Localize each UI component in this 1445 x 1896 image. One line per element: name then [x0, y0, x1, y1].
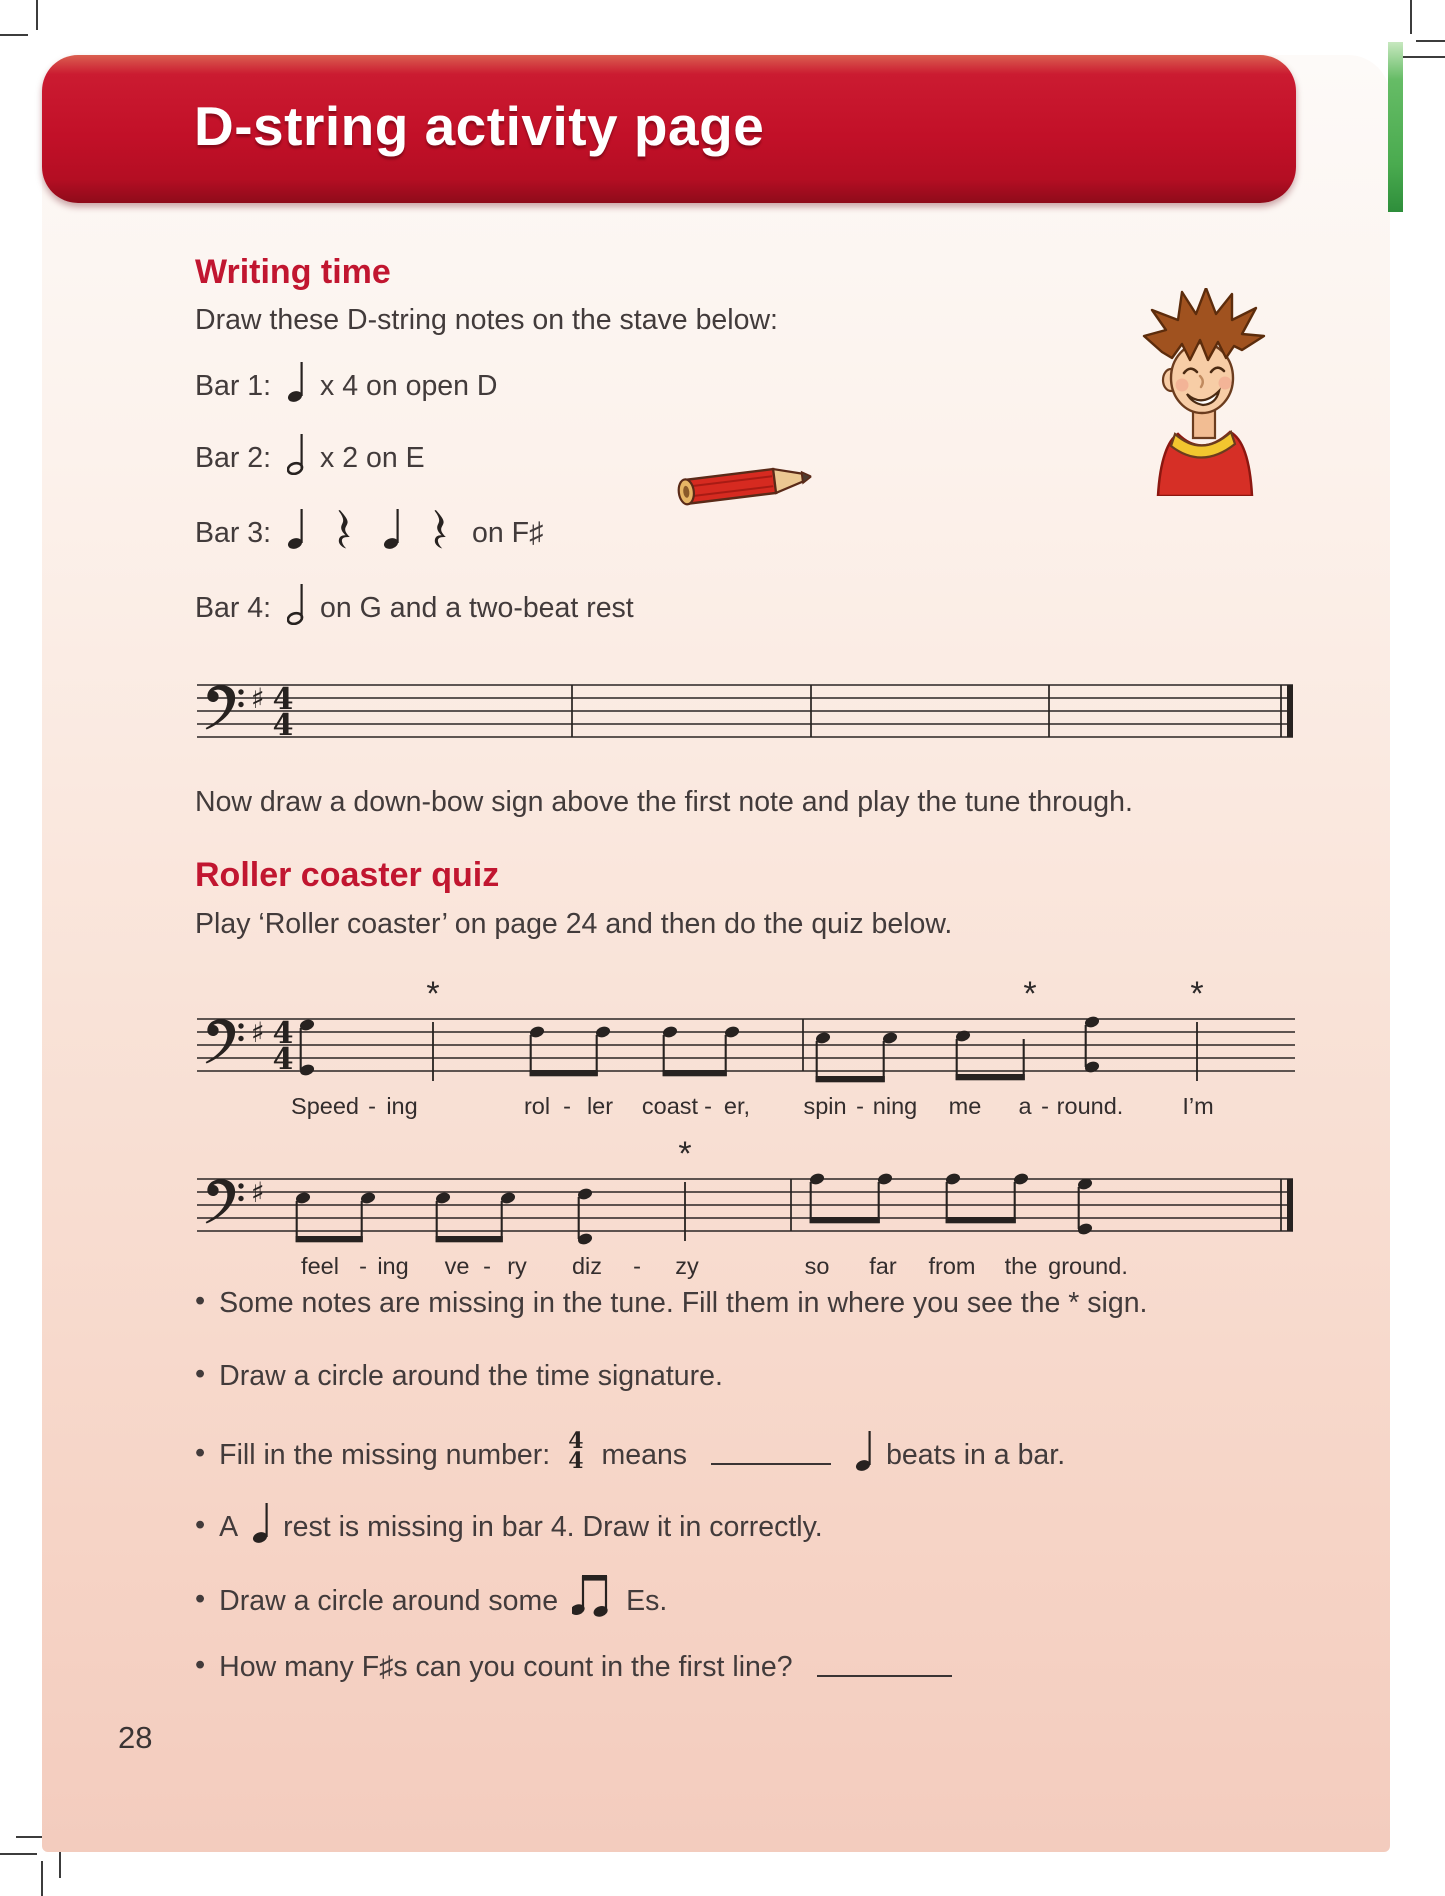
stave-notation [195, 974, 1305, 1139]
stave-notation [195, 1134, 1305, 1299]
bullet-text: A [219, 1511, 239, 1543]
lyric-syllable: - [704, 1093, 712, 1119]
lyric-syllable: from [928, 1253, 976, 1279]
crop-mark [1416, 40, 1445, 42]
key-signature-sharp-icon: ♯ [251, 682, 265, 715]
answer-blank [711, 1453, 831, 1465]
answer-blank [817, 1665, 952, 1677]
missing-note-star: * [678, 1135, 692, 1173]
crop-mark [0, 34, 28, 36]
bullet-text: Draw a circle around some [219, 1585, 559, 1617]
svg-text:4: 4 [272, 1016, 294, 1051]
page-edge-tab [1388, 42, 1403, 212]
bullet-icon: • [195, 1358, 206, 1390]
stave-notation [195, 672, 1305, 752]
bar-instruction-row [195, 359, 498, 403]
lyric-syllable: rol [523, 1093, 551, 1119]
bullet-text: Some notes are missing in the tune. Fill them in where you see the * sign. [219, 1287, 1148, 1319]
lyric-syllable: - [483, 1253, 491, 1279]
quiz-bullet-item [195, 1358, 723, 1393]
bar-description: x 4 on open D [320, 370, 498, 402]
bullet-text: Fill in the missing number: [219, 1439, 551, 1471]
bullet-text: means [601, 1439, 688, 1471]
bar-instruction-row [195, 581, 634, 625]
missing-note-star: * [426, 975, 440, 1013]
bar-label: Bar 3: [195, 517, 272, 549]
crop-mark [59, 1848, 61, 1878]
crop-mark [1396, 56, 1445, 58]
time-signature-4-4: 4 4 [568, 1427, 584, 1474]
roller-coaster-stave-1 [195, 974, 1305, 1144]
quarter-note-icon [287, 506, 304, 550]
bar-description: x 2 on E [320, 442, 425, 474]
half-note-icon [287, 431, 304, 475]
empty-stave [195, 672, 1305, 757]
lyric-syllable: ing [377, 1253, 409, 1279]
bar-instruction-row [195, 506, 543, 550]
bass-clef-icon [206, 1019, 235, 1063]
lyric-syllable: round. [1056, 1093, 1124, 1119]
writing-time-followup: Now draw a down-bow sign above the first note and play the tune through. [195, 786, 1133, 818]
lyric-syllable: - [633, 1253, 641, 1279]
crop-mark [41, 1861, 43, 1896]
crop-mark [0, 1853, 37, 1855]
lyric-syllable: so [804, 1253, 830, 1279]
bass-clef-icon [206, 685, 235, 729]
lyric-syllable: - [1041, 1093, 1049, 1119]
bar-description: on F♯ [472, 517, 544, 549]
hair [1144, 288, 1264, 360]
quiz-bullet-item [195, 1428, 1065, 1472]
quiz-bullet-item [195, 1500, 823, 1544]
lyric-syllable: ning [872, 1093, 918, 1119]
missing-note-star: * [1190, 975, 1204, 1013]
lyric-syllable: a [1018, 1093, 1032, 1119]
lyric-syllable: the [1004, 1253, 1038, 1279]
lyric-syllable: - [563, 1093, 571, 1119]
bar-instruction-row [195, 431, 425, 475]
bullet-icon: • [195, 1583, 206, 1615]
quarter-rest-icon [432, 510, 447, 550]
lyric-syllable: - [856, 1093, 864, 1119]
svg-text:4: 4 [272, 708, 294, 743]
page-title: D-string activity page [194, 94, 765, 157]
lyric-syllable: ground. [1048, 1253, 1128, 1279]
bullet-text: rest is missing in bar 4. Draw it in correctly. [283, 1511, 823, 1543]
lyric-syllable: ry [507, 1253, 527, 1279]
quiz-intro: Play ‘Roller coaster’ on page 24 and then do the quiz below. [195, 908, 953, 940]
page-banner [42, 55, 1296, 203]
lyric-syllable: er, [723, 1093, 751, 1119]
lyric-syllable: - [359, 1253, 367, 1279]
lyric-syllable: ing [386, 1093, 418, 1119]
beamed-eighth-notes-icon [572, 1572, 612, 1618]
missing-note-star: * [1023, 975, 1037, 1013]
half-note-icon [287, 581, 304, 625]
boy-illustration [1138, 288, 1270, 496]
lyric-syllable: Speed [291, 1093, 359, 1119]
key-signature-sharp-icon: ♯ [251, 1016, 265, 1049]
writing-time-heading: Writing time [195, 253, 391, 291]
bullet-text: beats in a bar. [886, 1439, 1066, 1471]
bullet-icon: • [195, 1285, 206, 1317]
bar-label: Bar 4: [195, 592, 272, 624]
bullet-icon: • [195, 1437, 206, 1469]
lyric-syllable: I’m [1182, 1093, 1214, 1119]
page-number: 28 [118, 1720, 153, 1755]
bullet-text: Es. [626, 1585, 668, 1617]
svg-text:4: 4 [272, 682, 294, 717]
crop-mark [1410, 0, 1412, 34]
quiz-heading: Roller coaster quiz [195, 856, 500, 894]
lyric-syllable: - [368, 1093, 376, 1119]
lyric-syllable: diz [571, 1253, 603, 1279]
quarter-note-icon [287, 359, 304, 403]
writing-time-intro: Draw these D-string notes on the stave below: [195, 304, 778, 336]
key-signature-sharp-icon: ♯ [251, 1176, 265, 1209]
quarter-note-icon [855, 1428, 872, 1472]
quarter-rest-icon [336, 510, 351, 550]
bullet-text: How many F♯s can you count in the first line? [219, 1651, 793, 1683]
bar-label: Bar 1: [195, 370, 272, 402]
quarter-note-icon [383, 506, 400, 550]
quarter-note-icon [252, 1500, 269, 1544]
bass-clef-icon [206, 1179, 235, 1223]
lyric-syllable: zy [675, 1253, 699, 1279]
lyric-syllable: ve [444, 1253, 470, 1279]
bullet-icon: • [195, 1649, 206, 1681]
quiz-bullet-item [195, 1572, 667, 1618]
lyric-syllable: feel [301, 1253, 339, 1279]
svg-text:4: 4 [272, 1042, 294, 1077]
bullet-icon: • [195, 1509, 206, 1541]
quiz-bullet-item [195, 1649, 962, 1684]
bullet-text: Draw a circle around the time signature. [219, 1360, 723, 1392]
lyric-syllable: spin [803, 1093, 847, 1119]
bar-description: on G and a two-beat rest [320, 592, 634, 624]
crop-mark [36, 0, 38, 30]
lyric-syllable: far [869, 1253, 897, 1279]
quiz-bullet-item [195, 1285, 1147, 1320]
roller-coaster-stave-2 [195, 1134, 1305, 1304]
bar-label: Bar 2: [195, 442, 272, 474]
lyric-syllable: me [948, 1093, 982, 1119]
lyric-syllable: ler [586, 1093, 614, 1119]
lyric-syllable: coast [641, 1093, 699, 1119]
